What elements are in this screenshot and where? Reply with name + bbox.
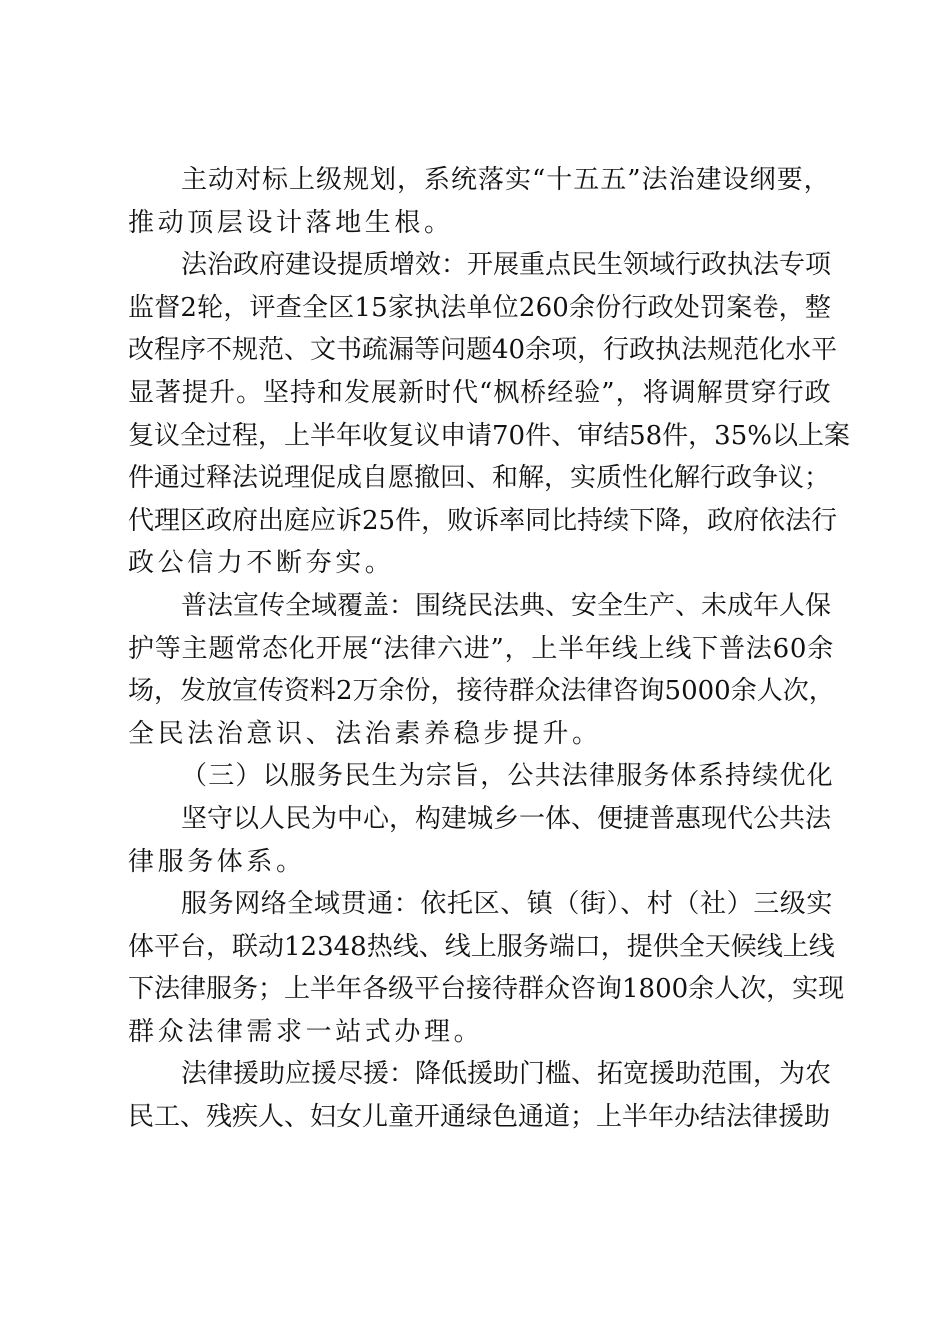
text-line: 代理区政府出庭应诉25件，败诉率同比持续下降，政府依法行 [128,505,838,536]
text-line: 主动对标上级规划，系统落实“十五五”法治建设纲要， [181,165,831,195]
text-line: （三）以服务民生为宗旨，公共法律服务体系持续优化 [181,761,834,792]
text-line: 推动顶层设计落地生根。 [128,207,454,238]
text-line: 体平台，联动12348热线、线上服务端口，提供全天候线上线 [128,931,835,962]
text-line: 件通过释法说理促成自愿撤回、和解，实质性化解行政争议； [128,463,831,494]
text-line: 场，发放宣传资料2万余份，接待群众法律咨询5000余人次， [128,676,835,707]
text-line: 律服务体系。 [128,846,306,877]
text-line: 显著提升。坚持和发展新时代“枫桥经验”，将调解贯穿行政 [128,377,832,408]
text-line: 法治政府建设提质增效：开展重点民生领域行政执法专项 [181,250,832,281]
text-line: 普法宣传全域覆盖：围绕民法典、安全生产、未成年人保 [181,590,832,621]
text-line: 复议全过程，上半年收复议申请70件、审结58件，35%以上案 [128,420,850,451]
text-line: 法律援助应援尽援：降低援助门槛、拓宽援助范围，为农 [181,1059,832,1090]
text-line: 监督2轮，评查全区15家执法单位260余份行政处罚案卷，整 [128,292,832,323]
text-line: 坚守以人民为中心，构建城乡一体、便捷普惠现代公共法 [181,803,832,834]
document-body [128,159,850,1139]
text-line: 护等主题常态化开展“法律六进”，上半年线上线下普法60余 [128,633,835,664]
text-line: 政公信力不断夯实。 [128,548,395,579]
text-line: 下法律服务；上半年各级平台接待群众咨询1800余人次，实现 [128,974,845,1005]
text-line: 服务网络全域贯通：依托区、镇（街）、村（社）三级实 [181,889,834,920]
text-line: 群众法律需求一站式办理。 [128,1016,484,1047]
text-line: 全民法治意识、法治素养稳步提升。 [128,718,602,749]
text-line: 改程序不规范、文书疏漏等问题40余项，行政执法规范化水平 [128,335,838,366]
text-line: 民工、残疾人、妇女儿童开通绿色通道；上半年办结法律援助 [128,1102,831,1133]
